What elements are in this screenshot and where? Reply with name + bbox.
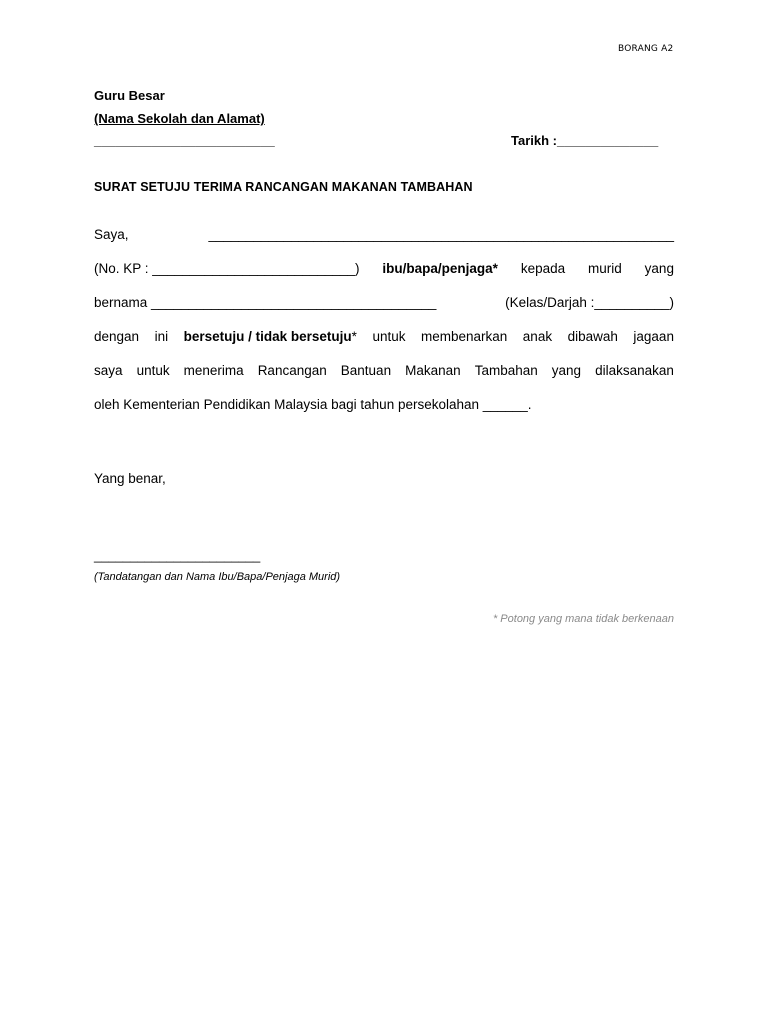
- body-line-4: [94, 328, 674, 346]
- letter-title: SURAT SETUJU TERIMA RANCANGAN MAKANAN TAMBAHAN: [94, 180, 473, 194]
- word: menerima: [183, 363, 244, 378]
- guardian-role-text: ibu/bapa/penjaga: [382, 261, 493, 276]
- word: Tambahan: [474, 363, 538, 378]
- date-field: Tarikh :______________: [511, 133, 659, 148]
- word: saya: [94, 363, 123, 378]
- consent-choice-text: bersetuju / tidak bersetuju: [183, 329, 352, 344]
- word: ini: [154, 329, 169, 344]
- address-blank-line: _________________________: [94, 133, 275, 148]
- guardian-role-asterisk: *: [492, 261, 498, 276]
- signature-line: _______________________: [94, 548, 261, 563]
- name-blank: ______________________________________________________________: [208, 227, 674, 242]
- recipient-title: Guru Besar: [94, 88, 165, 103]
- word: untuk: [372, 329, 406, 344]
- word: yang: [551, 363, 582, 378]
- word: yang: [644, 261, 674, 276]
- word: membenarkan: [420, 329, 508, 344]
- guardian-role: [382, 260, 498, 278]
- signature-caption: (Tandatangan dan Nama Ibu/Bapa/Penjaga Murid): [94, 571, 341, 583]
- body-line-2: [94, 260, 674, 278]
- closing-salutation: Yang benar,: [94, 471, 166, 486]
- body-line-1: [94, 226, 674, 244]
- body-line-5: [94, 362, 674, 380]
- form-code: BORANG A2: [618, 44, 674, 54]
- saya-label: Saya,: [94, 227, 129, 242]
- word: dibawah: [567, 329, 618, 344]
- word: Rancangan: [257, 363, 327, 378]
- consent-choice: [184, 328, 357, 346]
- footnote: * Potong yang mana tidak berkenaan: [492, 613, 674, 625]
- student-name-field: bernama ______________________________________: [94, 295, 437, 310]
- body-line-6: oleh Kementerian Pendidikan Malaysia bagi tahun persekolahan ______.: [94, 397, 532, 412]
- consent-choice-asterisk: *: [351, 329, 357, 344]
- word: dilaksanakan: [595, 363, 674, 378]
- word: untuk: [136, 363, 170, 378]
- word: anak: [522, 329, 553, 344]
- word: dengan: [94, 329, 140, 344]
- word: Makanan: [405, 363, 461, 378]
- recipient-school-placeholder: (Nama Sekolah dan Alamat): [94, 111, 265, 126]
- body-line-3: [94, 294, 674, 312]
- class-field: (Kelas/Darjah :__________): [505, 295, 674, 310]
- word: jagaan: [633, 329, 674, 344]
- word: murid: [588, 261, 622, 276]
- word: kepada: [520, 261, 566, 276]
- ic-number-field: (No. KP : ___________________________): [94, 261, 360, 276]
- word: Bantuan: [340, 363, 392, 378]
